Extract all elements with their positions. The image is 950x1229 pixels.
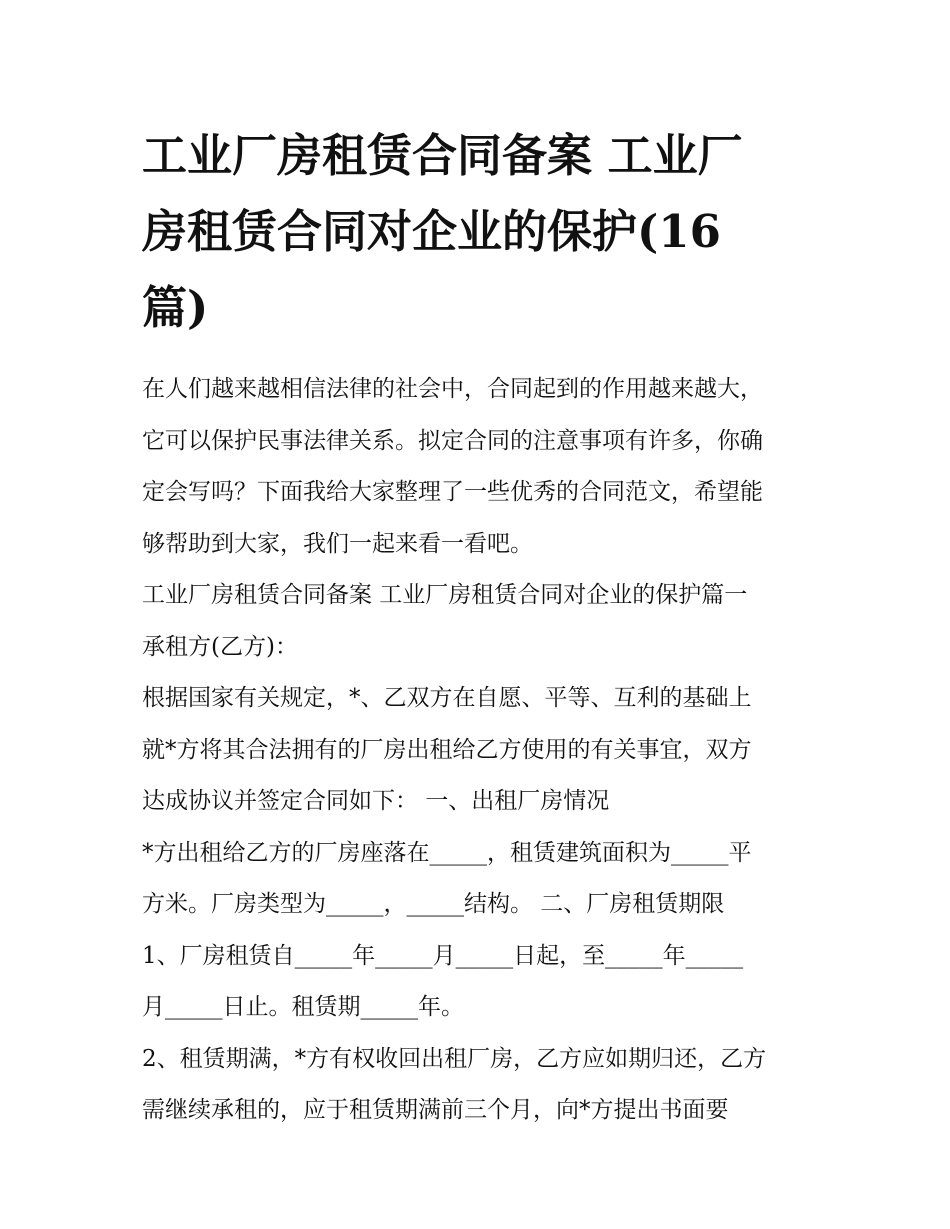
title-line: 工业厂房租赁合同备案 工业厂 bbox=[142, 129, 743, 182]
text-line: 2、租赁期满，*方有权收回出租厂房，乙方应如期归还，乙方 bbox=[142, 1045, 767, 1072]
text-line: 它可以保护民事法律关系。拟定合同的注意事项有许多，你确 bbox=[142, 427, 763, 454]
intro-paragraph bbox=[142, 364, 822, 570]
text-line: 方米。厂房类型为_____，_____结构。 二、厂房租赁期限 bbox=[142, 891, 725, 917]
term-clause-1 bbox=[142, 931, 822, 1034]
text-line: 工业厂房租赁合同备案 工业厂房租赁合同对企业的保护篇一 bbox=[142, 582, 748, 608]
text-line: 根据国家有关规定，*、乙双方在自愿、平等、互利的基础上 bbox=[142, 685, 752, 711]
text-line: 够帮助到大家，我们一起来看一看吧。 bbox=[142, 530, 533, 557]
text-line: 就*方将其合法拥有的厂房出租给乙方使用的有关事宜，双方 bbox=[142, 736, 752, 763]
text-line: 需继续承租的，应于租赁期满前三个月，向*方提出书面要 bbox=[142, 1097, 729, 1123]
section-heading bbox=[142, 570, 822, 622]
text-line: 承租方(乙方)： bbox=[142, 633, 298, 660]
title-line: 篇) bbox=[142, 281, 209, 334]
text-line: 达成协议并签定合同如下： 一、出租厂房情况 bbox=[142, 788, 610, 814]
document-body bbox=[142, 364, 822, 1137]
lessee-line bbox=[142, 622, 822, 674]
title-line: 房租赁合同对企业的保护(16 bbox=[142, 205, 721, 258]
text-line: 1、厂房租赁自_____年_____月_____日起，至_____年_____ bbox=[142, 942, 744, 969]
text-line: 在人们越来越相信法律的社会中，合同起到的作用越来越大， bbox=[142, 376, 763, 402]
term-clause-2 bbox=[142, 1034, 822, 1137]
document-page bbox=[142, 118, 822, 1137]
document-title bbox=[142, 118, 822, 346]
text-line: *方出租给乙方的厂房座落在_____，租赁建筑面积为_____平 bbox=[142, 839, 752, 866]
text-line: 定会写吗？下面我给大家整理了一些优秀的合同范文，希望能 bbox=[142, 479, 763, 505]
text-line: 月_____日止。租赁期_____年。 bbox=[142, 994, 464, 1020]
agreement-paragraph bbox=[142, 673, 822, 828]
premises-paragraph bbox=[142, 828, 822, 931]
